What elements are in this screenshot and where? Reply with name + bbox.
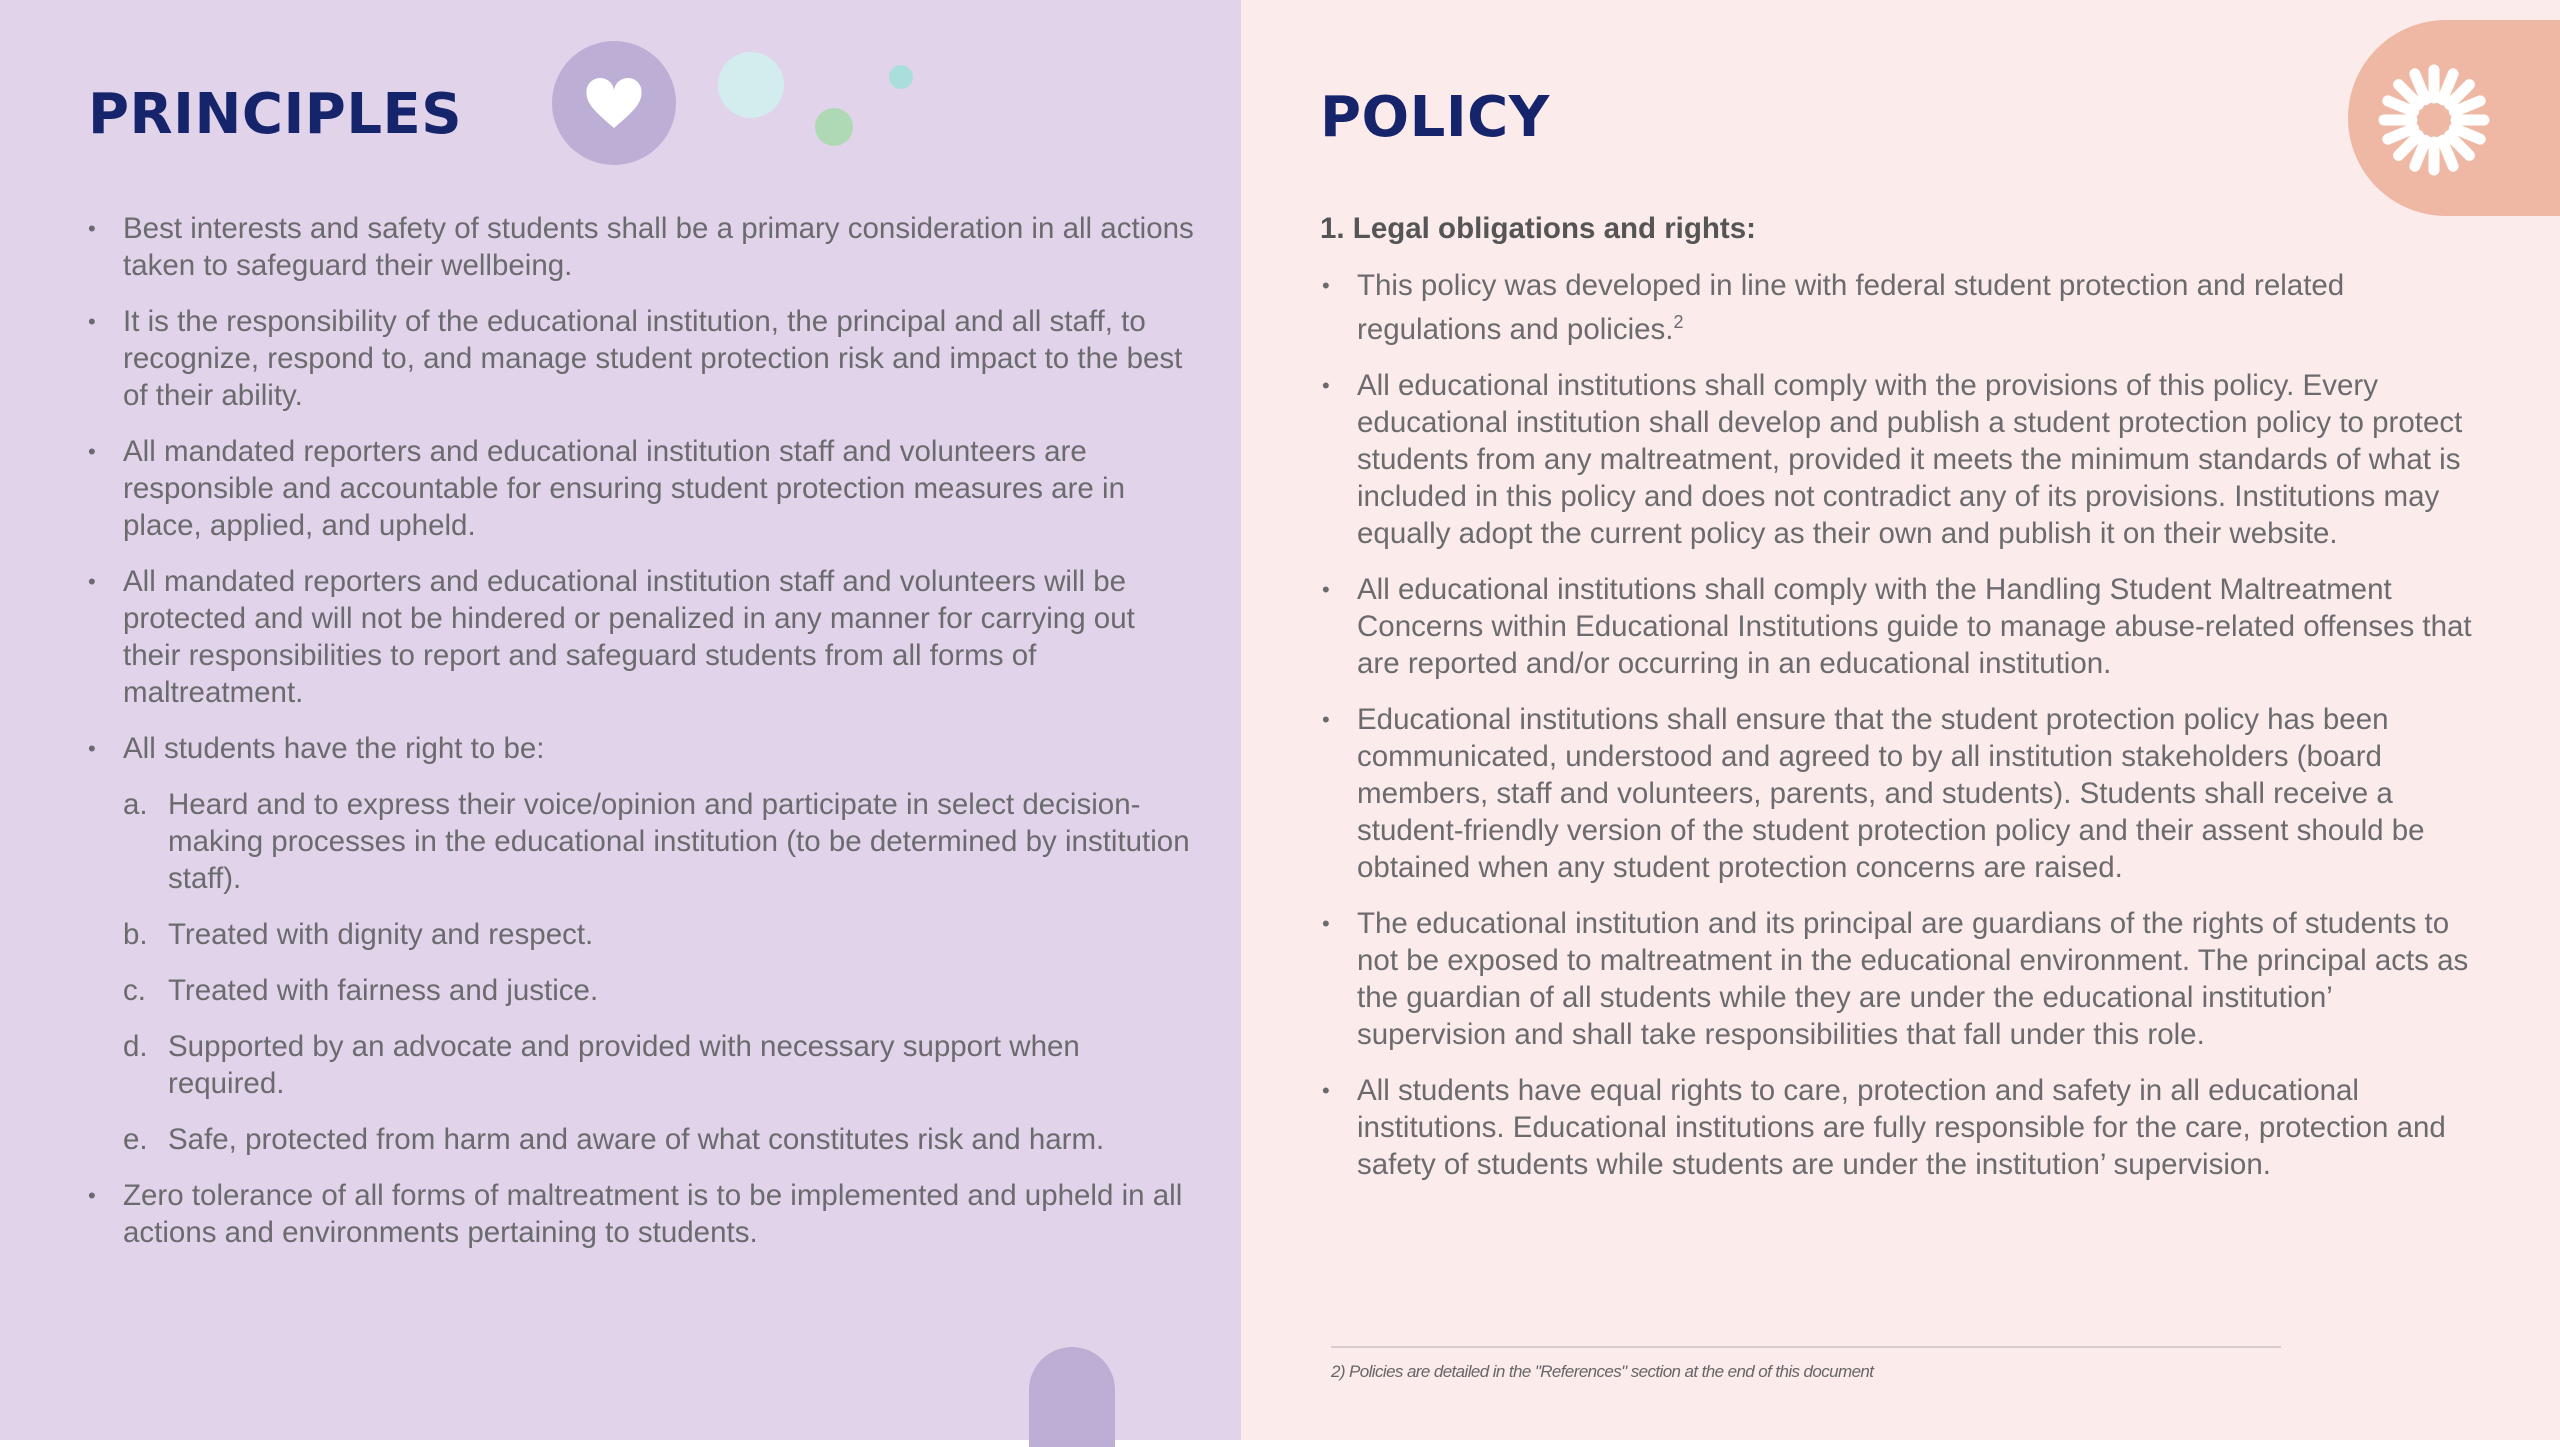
decor-dot	[718, 52, 784, 118]
policy-panel	[1241, 0, 2560, 1440]
decor-arch	[1029, 1347, 1115, 1447]
principles-panel	[0, 0, 1241, 1440]
list-item: • Zero tolerance of all forms of maltreatment is to be implemented and upheld in all actions and environments pertaining to students.	[88, 1179, 1183, 1249]
list-item: • All educational institutions shall comply with the provisions of this policy. Every educational institution shall develop and publish a student protection policy to protect students from any maltreatment, provided it meets the minimum standards of what is included in this policy and does not contradict any of its provisions. Institutions may equally adopt the current policy as their own and publish it on their website.	[1322, 368, 2463, 550]
rights-item: a. Heard and to express their voice/opinion and participate in select decision-making processes in the educational institution (to be determined by institution staff).	[123, 788, 1190, 895]
section-heading: 1. Legal obligations and rights:	[1320, 212, 1756, 245]
heart-icon	[584, 75, 644, 131]
heart-badge	[552, 41, 676, 165]
list-item: • The educational institution and its principal are guardians of the rights of students to not be exposed to maltreatment in the educational environment. The principal acts as the guardian of all students while they are under the educational institution’ supervision and shall take responsibilities that fall under this role.	[1322, 906, 2469, 1051]
list-item: • All students have equal rights to care, protection and safety in all educational institutions. Educational institutions are fully responsible for the care, protection and safety of students while students are under the institution’ supervision.	[1322, 1073, 2446, 1181]
flower-badge	[2348, 20, 2560, 216]
list-item: • All mandated reporters and educational institution staff and volunteers will be protected and will not be hindered or penalized in any manner for carrying out their responsibilities to report and safeguard students from all forms of maltreatment.	[88, 565, 1135, 709]
rights-item: b. Treated with dignity and respect.	[123, 918, 594, 951]
list-item: • Best interests and safety of students shall be a primary consideration in all actions taken to safeguard their wellbeing.	[88, 212, 1194, 282]
principles-title: PRINCIPLES	[88, 82, 463, 147]
list-item: • All mandated reporters and educational institution staff and volunteers are responsible and accountable for ensuring student protection measures are in place, applied, and upheld.	[88, 435, 1125, 542]
decor-dot	[889, 65, 913, 89]
rights-item: d. Supported by an advocate and provided with necessary support when required.	[123, 1030, 1080, 1100]
list-item: • This policy was developed in line with federal student protection and related regulations and policies.$^2$	[1322, 269, 2345, 346]
footnote-ref: 2	[1673, 312, 1684, 332]
footnote-divider	[1331, 1346, 2281, 1348]
list-item: • It is the responsibility of the educational institution, the principal and all staff, to recognize, respond to, and manage student protection risk and impact to the best of their ability.	[88, 305, 1183, 412]
flower-icon	[2376, 62, 2492, 178]
policy-title: POLICY	[1320, 85, 1550, 150]
list-item: • Educational institutions shall ensure that the student protection policy has been communicated, understood and agreed to by all institution stakeholders (board members, staff and volunteers, parents, and students). Students shall receive a student-friendly version of the student protection policy and their assent should be obtained when any student protection concerns are raised.	[1322, 702, 2425, 884]
principles-list	[88, 210, 1198, 1270]
footnote: 2) Policies are detailed in the "References" section at the end of this document	[1331, 1362, 1874, 1381]
list-item: • All educational institutions shall comply with the Handling Student Maltreatment Concerns within Educational Institutions guide to manage abuse-related offenses that are reported and/or occurring in an educational institution.	[1322, 572, 2472, 680]
decor-dot	[815, 108, 853, 146]
rights-item: c. Treated with fairness and justice.	[123, 974, 599, 1007]
rights-item: e. Safe, protected from harm and aware of what constitutes risk and harm.	[123, 1123, 1105, 1156]
policy-list	[1322, 267, 2472, 1202]
list-item: • All students have the right to be:	[88, 732, 545, 765]
